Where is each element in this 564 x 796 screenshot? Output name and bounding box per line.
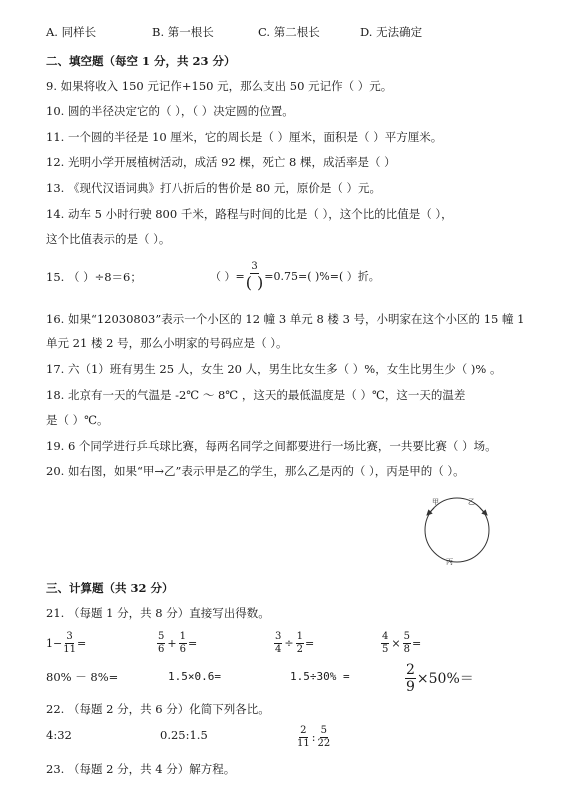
relation-diagram [410, 490, 505, 570]
option-d: D. 无法确定 [360, 25, 423, 39]
question-16-line-1: 16. 如果“12030803”表示一个小区的 12 幢 3 单元 8 楼 3 号，小明家在这个小区的 15 幢 1 [46, 312, 525, 326]
calc-1-4-den-b: 8 [403, 643, 410, 655]
q15-fraction-denominator-blank: ( ) [245, 272, 264, 292]
ratio-3-fraction-a [297, 726, 310, 749]
calc-1-1-eq: = [76, 636, 87, 650]
question-18-line-2: 是（ ）℃。 [46, 413, 109, 427]
calc-1-4-fraction-b [403, 632, 411, 655]
section-2-heading: 二、填空题（每空 1 分，共 23 分） [46, 54, 236, 68]
diagram-label-bing: 丙 [446, 558, 453, 566]
option-b: B. 第一根长 [152, 25, 214, 39]
calc-2-4-den: 9 [406, 678, 415, 695]
ratio-3-num-a: 2 [300, 724, 307, 736]
calc-1-3 [273, 628, 314, 658]
ratio-3-den-b: 22 [317, 737, 331, 749]
question-17: 17. 六（1）班有男生 25 人，女生 20 人，男生比女生多（ ）%，女生比男生少（ )% 。 [46, 362, 502, 376]
calc-2-4 [404, 660, 474, 696]
calc-1-4-eq: = [411, 636, 422, 650]
calc-1-1 [46, 628, 86, 658]
question-13: 13. 《现代汉语词典》打八折后的售价是 80 元，原价是（ ）元。 [46, 181, 382, 195]
calc-1-3-op: ÷ [284, 636, 294, 650]
ratio-3-op: : [311, 730, 316, 744]
question-19: 19. 6 个同学进行乒乓球比赛，每两名同学之间都要进行一场比赛，一共要比赛（ ）场。 [46, 439, 497, 453]
calc-1-2-fraction-b [179, 632, 187, 655]
arrow-right [480, 508, 487, 515]
ratio-3 [296, 722, 331, 752]
ratio-2: 0.25:1.5 [160, 728, 208, 742]
calc-2-1: 80% － 8%= [46, 670, 119, 684]
ratio-3-num-b: 5 [320, 724, 327, 736]
q15-fraction [246, 262, 264, 291]
question-15-part-2 [210, 258, 380, 294]
calc-1-2-fraction-a [157, 632, 165, 655]
option-a: A. 同样长 [46, 25, 97, 39]
diagram-label-yi: 乙 [468, 498, 475, 506]
calc-1-2-op: + [167, 636, 177, 650]
calc-1-2-num-a: 5 [158, 630, 165, 642]
section-3-heading: 三、计算题（共 32 分） [46, 581, 174, 595]
calc-1-2-num-b: 1 [179, 630, 186, 642]
calc-1-1-fraction [63, 632, 76, 655]
calc-1-3-eq: = [304, 636, 315, 650]
calc-2-4-tail: ×50%＝ [416, 671, 474, 687]
calc-1-4-fraction-a [381, 632, 389, 655]
calc-1-4-den-a: 5 [382, 643, 389, 655]
calc-1-4-num-a: 4 [382, 630, 389, 642]
calc-2-2: 1.5×0.6= [168, 670, 221, 683]
calc-2-4-num: 2 [406, 661, 415, 678]
calc-1-2-den-b: 6 [179, 643, 186, 655]
question-11: 11. 一个圆的半径是 10 厘米，它的周长是（ ）厘米，面积是（ ）平方厘米。 [46, 130, 443, 144]
calc-1-3-num-a: 3 [275, 630, 282, 642]
ratio-3-den-a: 11 [297, 737, 310, 749]
calc-1-3-den-a: 4 [275, 643, 282, 655]
calc-1-3-num-b: 1 [296, 630, 303, 642]
calc-2-3: 1.5÷30% = [290, 670, 350, 683]
calc-2-4-fraction [405, 663, 416, 694]
calc-1-1-den: 11 [63, 643, 76, 655]
question-12: 12. 光明小学开展植树活动，成活 92 棵，死亡 8 棵，成活率是（ ） [46, 155, 396, 169]
question-9: 9. 如果将收入 150 元记作+150 元，那么支出 50 元记作（ ）元。 [46, 79, 393, 93]
calc-1-1-lead: 1− [46, 636, 63, 650]
calc-1-3-fraction-b [296, 632, 304, 655]
question-21: 21. （每题 1 分，共 8 分）直接写出得数。 [46, 606, 270, 620]
question-14-line-2: 这个比值表示的是（ ）。 [46, 232, 171, 246]
q15-tail: =0.75=( )%=( ）折。 [264, 270, 380, 283]
ratio-1: 4:32 [46, 728, 72, 742]
calc-1-3-den-b: 2 [296, 643, 303, 655]
question-15-part-1: 15. （ ）÷8＝6； [46, 270, 142, 284]
q15-blank-prefix: （ ）= [210, 270, 245, 283]
calc-1-4-op: × [391, 636, 401, 650]
calc-1-4-num-b: 5 [403, 630, 410, 642]
relation-circle [425, 498, 489, 562]
ratio-3-fraction-b [317, 726, 330, 749]
q15-fraction-numerator: 3 [251, 260, 258, 272]
calc-1-2 [156, 628, 197, 658]
question-14-line-1: 14. 动车 5 小时行驶 800 千米，路程与时间的比是（ ），这个比的比值是（ ）， [46, 207, 453, 221]
question-23: 23. （每题 2 分，共 4 分）解方程。 [46, 762, 236, 776]
calc-1-2-eq: = [187, 636, 198, 650]
question-10: 10. 圆的半径决定它的（ ），（ ）决定圆的位置。 [46, 104, 294, 118]
question-18-line-1: 18. 北京有一天的气温是 -2℃ ～ 8℃ ，这天的最低温度是（ ）℃，这一天的温差 [46, 388, 466, 402]
diagram-label-jia: 甲 [432, 498, 439, 506]
calc-1-3-fraction-a [274, 632, 282, 655]
calc-1-4 [380, 628, 421, 658]
question-16-line-2: 单元 21 楼 2 号，那么小明家的号码应是（ ）。 [46, 336, 288, 350]
arrow-left [427, 508, 434, 515]
question-20: 20. 如右图，如果“甲→乙”表示甲是乙的学生，那么乙是丙的（ ），丙是甲的（ ）。 [46, 464, 465, 478]
calc-1-1-num: 3 [66, 630, 73, 642]
calc-1-2-den-a: 6 [158, 643, 165, 655]
option-c: C. 第二根长 [258, 25, 320, 39]
question-22: 22. （每题 2 分，共 6 分）化简下列各比。 [46, 702, 270, 716]
